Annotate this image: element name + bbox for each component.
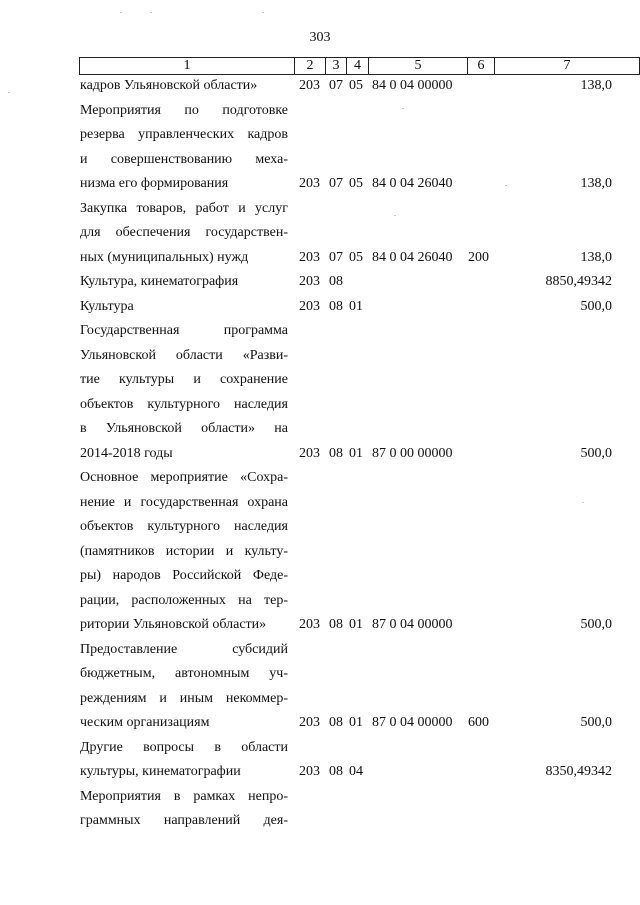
code-subsection-cell: 05	[349, 78, 363, 93]
scan-speck	[402, 108, 404, 109]
code-subsection-cell: 01	[349, 298, 363, 314]
row-label-line: Закупка товаров, работ и услуг	[80, 200, 288, 216]
code-section-cell: 08	[329, 298, 343, 314]
code-admin-cell: 203	[299, 715, 320, 730]
code-admin-cell: 203	[299, 445, 320, 461]
row-label-line: Предоставление субсидий	[80, 641, 288, 657]
code-section-cell: 08	[329, 764, 343, 779]
code-admin-cell: 203	[299, 249, 320, 265]
code-section-cell: 07	[329, 78, 343, 93]
amount-cell: 138,0	[580, 176, 612, 191]
code-section-cell: 08	[329, 715, 343, 730]
header-col-7: 7	[563, 58, 571, 73]
row-label-line: Другие вопросы в области	[80, 739, 288, 755]
amount-cell: 500,0	[580, 617, 612, 632]
code-subsection-cell: 01	[349, 617, 363, 632]
page-number: 303	[309, 30, 331, 45]
code-subsection-cell: 05	[349, 249, 363, 265]
row-label-line: объектов культурного наследия	[80, 519, 288, 534]
row-label-line: бюджетным, автономным уч-	[80, 666, 288, 681]
scan-speck	[394, 215, 396, 216]
row-label-line: для обеспечения государствен-	[80, 225, 288, 240]
code-expense-type-cell: 600	[468, 715, 489, 730]
code-target-cell: 87 0 00 00000	[372, 445, 453, 461]
amount-cell: 8350,49342	[545, 764, 612, 779]
scan-speck	[120, 12, 122, 13]
row-label-line: ритории Ульяновской области»	[80, 617, 267, 632]
row-label-line: низма его формирования	[80, 176, 229, 191]
amount-cell: 138,0	[580, 249, 612, 265]
code-subsection-cell: 01	[349, 715, 363, 730]
row-label-line: 2014-2018 годы	[80, 445, 173, 461]
scan-speck	[262, 12, 264, 13]
code-admin-cell: 203	[299, 78, 320, 93]
code-target-cell: 84 0 04 00000	[372, 78, 453, 93]
row-label-line: Культура	[80, 298, 134, 314]
row-label-line: ных (муниципальных) нужд	[80, 249, 249, 265]
row-label-line: Основное мероприятие «Сохра-	[80, 470, 288, 485]
header-col-5: 5	[414, 58, 422, 73]
row-label-line: рации, расположенных на тер-	[80, 592, 288, 608]
row-label-line: тие культуры и сохранение	[80, 372, 288, 387]
row-label-line: резерва управленческих кадров	[80, 127, 288, 142]
row-label-line: нение и государственная охрана	[80, 494, 288, 510]
scan-speck	[150, 12, 152, 13]
code-admin-cell: 203	[299, 617, 320, 632]
code-section-cell: 07	[329, 176, 343, 191]
amount-cell: 500,0	[580, 445, 612, 461]
code-target-cell: 84 0 04 26040	[372, 176, 453, 191]
code-section-cell: 08	[329, 274, 343, 289]
header-col-1: 1	[183, 58, 191, 73]
code-admin-cell: 203	[299, 274, 320, 289]
row-label-line: (памятников истории и культу-	[80, 543, 288, 559]
code-target-cell: 87 0 04 00000	[372, 617, 453, 632]
row-label-line: Государственная программа	[80, 323, 288, 338]
code-section-cell: 08	[329, 445, 343, 461]
header-col-4: 4	[354, 58, 361, 73]
row-label-line: Культура, кинематография	[80, 274, 239, 289]
scan-speck	[505, 185, 507, 186]
row-label-line: в Ульяновской области» на	[80, 421, 288, 436]
row-label-line: ческим организациям	[80, 715, 210, 730]
header-col-6: 6	[477, 58, 485, 73]
row-label-line: объектов культурного наследия	[80, 396, 288, 412]
row-label-line: Мероприятия по подготовке	[80, 102, 288, 118]
code-section-cell: 08	[329, 617, 343, 632]
amount-cell: 500,0	[580, 298, 612, 314]
row-label-line: Ульяновской области «Разви-	[80, 347, 288, 363]
row-label-line: Мероприятия в рамках непро-	[80, 788, 288, 804]
row-label-line: ры) народов Российской Феде-	[80, 568, 288, 583]
code-target-cell: 84 0 04 26040	[372, 249, 453, 265]
code-admin-cell: 203	[299, 298, 320, 314]
header-col-3: 3	[332, 58, 340, 73]
table-header-row	[79, 57, 640, 75]
code-subsection-cell: 05	[349, 176, 363, 191]
row-label-line: и совершенствованию меха-	[80, 151, 288, 167]
code-subsection-cell: 01	[349, 445, 363, 461]
row-label-line: культуры, кинематографии	[80, 764, 241, 779]
code-target-cell: 87 0 04 00000	[372, 715, 453, 730]
code-admin-cell: 203	[299, 764, 320, 779]
row-label-line: реждениям и иным некоммер-	[80, 690, 288, 706]
code-admin-cell: 203	[299, 176, 320, 191]
code-subsection-cell: 04	[349, 764, 363, 779]
amount-cell: 500,0	[580, 715, 612, 730]
row-label-line: кадров Ульяновской области»	[80, 78, 258, 93]
scan-speck	[582, 502, 584, 503]
amount-cell: 138,0	[580, 78, 612, 93]
code-expense-type-cell: 200	[468, 249, 489, 265]
header-col-2: 2	[306, 58, 314, 73]
amount-cell: 8850,49342	[545, 274, 612, 289]
code-section-cell: 07	[329, 249, 343, 265]
row-label-line: граммных направлений дея-	[80, 813, 288, 828]
scan-speck	[8, 92, 10, 93]
